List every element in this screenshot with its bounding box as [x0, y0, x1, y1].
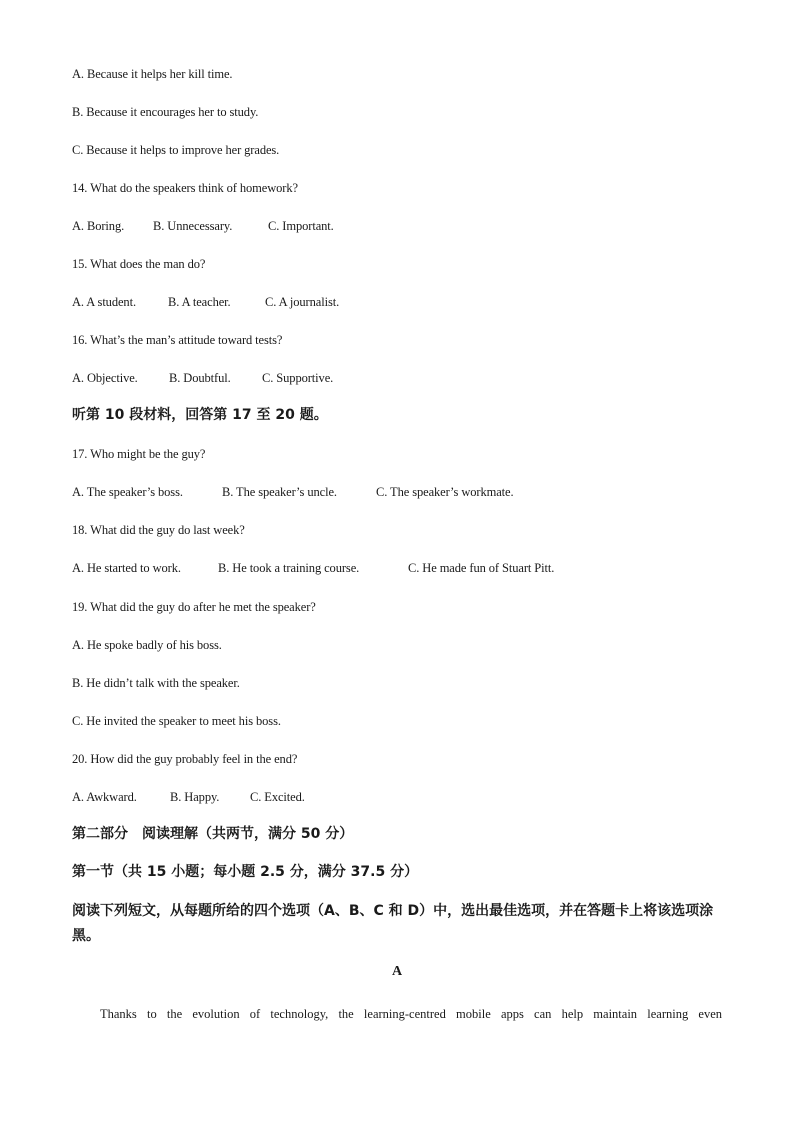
q16-option-a: A. Objective. — [72, 371, 138, 385]
q17-options — [72, 484, 514, 500]
q17-option-a: A. The speaker’s boss. — [72, 485, 183, 499]
passage-text: Thanks to the evolution of technology, the learning-centred mobile apps can help maintain learning even — [100, 1007, 722, 1021]
q17-question: 17. Who might be the guy? — [72, 447, 206, 461]
q15-option-a: A. A student. — [72, 295, 136, 309]
q20-option-c: C. Excited. — [250, 790, 305, 804]
passage-letter: A — [391, 964, 403, 979]
q18-options — [72, 560, 554, 576]
part-2-heading: 第二部分 阅读理解（共两节，满分 50 分） — [72, 826, 354, 842]
section-10-heading: 听第 10 段材料，回答第 17 至 20 题。 — [72, 407, 328, 423]
q19-option-b: B. He didn’t talk with the speaker. — [72, 676, 240, 690]
reading-instruction: 阅读下列短文，从每题所给的四个选项（A、B、C 和 D）中，选出最佳选项，并在答题卡上将该选项涂黑。 — [72, 903, 714, 944]
q19-question: 19. What did the guy do after he met the speaker? — [72, 600, 316, 614]
q16-option-b: B. Doubtful. — [169, 371, 231, 385]
q17-option-b: B. The speaker’s uncle. — [222, 485, 337, 499]
q13-option-c: C. Because it helps to improve her grades. — [72, 143, 280, 157]
q14-option-a: A. Boring. — [72, 219, 125, 233]
section-1-heading: 第一节（共 15 小题；每小题 2.5 分，满分 37.5 分） — [72, 864, 419, 880]
q13-option-b: B. Because it encourages her to study. — [72, 105, 259, 119]
q19-option-c: C. He invited the speaker to meet his boss. — [72, 714, 281, 728]
q14-option-c: C. Important. — [268, 219, 334, 233]
q18-option-a: A. He started to work. — [72, 561, 181, 575]
q16-options — [72, 370, 333, 386]
q15-question: 15. What does the man do? — [72, 257, 206, 271]
q20-options — [72, 789, 305, 805]
q20-question: 20. How did the guy probably feel in the end? — [72, 752, 298, 766]
q15-options — [72, 294, 339, 310]
q19-option-a: A. He spoke badly of his boss. — [72, 638, 222, 652]
q13-option-a: A. Because it helps her kill time. — [72, 67, 233, 81]
q14-option-b: B. Unnecessary. — [153, 219, 233, 233]
q14-question: 14. What do the speakers think of homework? — [72, 181, 298, 195]
q16-option-c: C. Supportive. — [262, 371, 334, 385]
q16-question: 16. What’s the man’s attitude toward tests? — [72, 333, 283, 347]
q18-option-c: C. He made fun of Stuart Pitt. — [408, 561, 555, 575]
q18-question: 18. What did the guy do last week? — [72, 523, 245, 537]
q15-option-b: B. A teacher. — [168, 295, 231, 309]
q15-option-c: C. A journalist. — [265, 295, 340, 309]
q20-option-b: B. Happy. — [170, 790, 220, 804]
q17-option-c: C. The speaker’s workmate. — [376, 485, 514, 499]
q18-option-b: B. He took a training course. — [218, 561, 360, 575]
q14-options — [72, 218, 334, 234]
q20-option-a: A. Awkward. — [72, 790, 137, 804]
